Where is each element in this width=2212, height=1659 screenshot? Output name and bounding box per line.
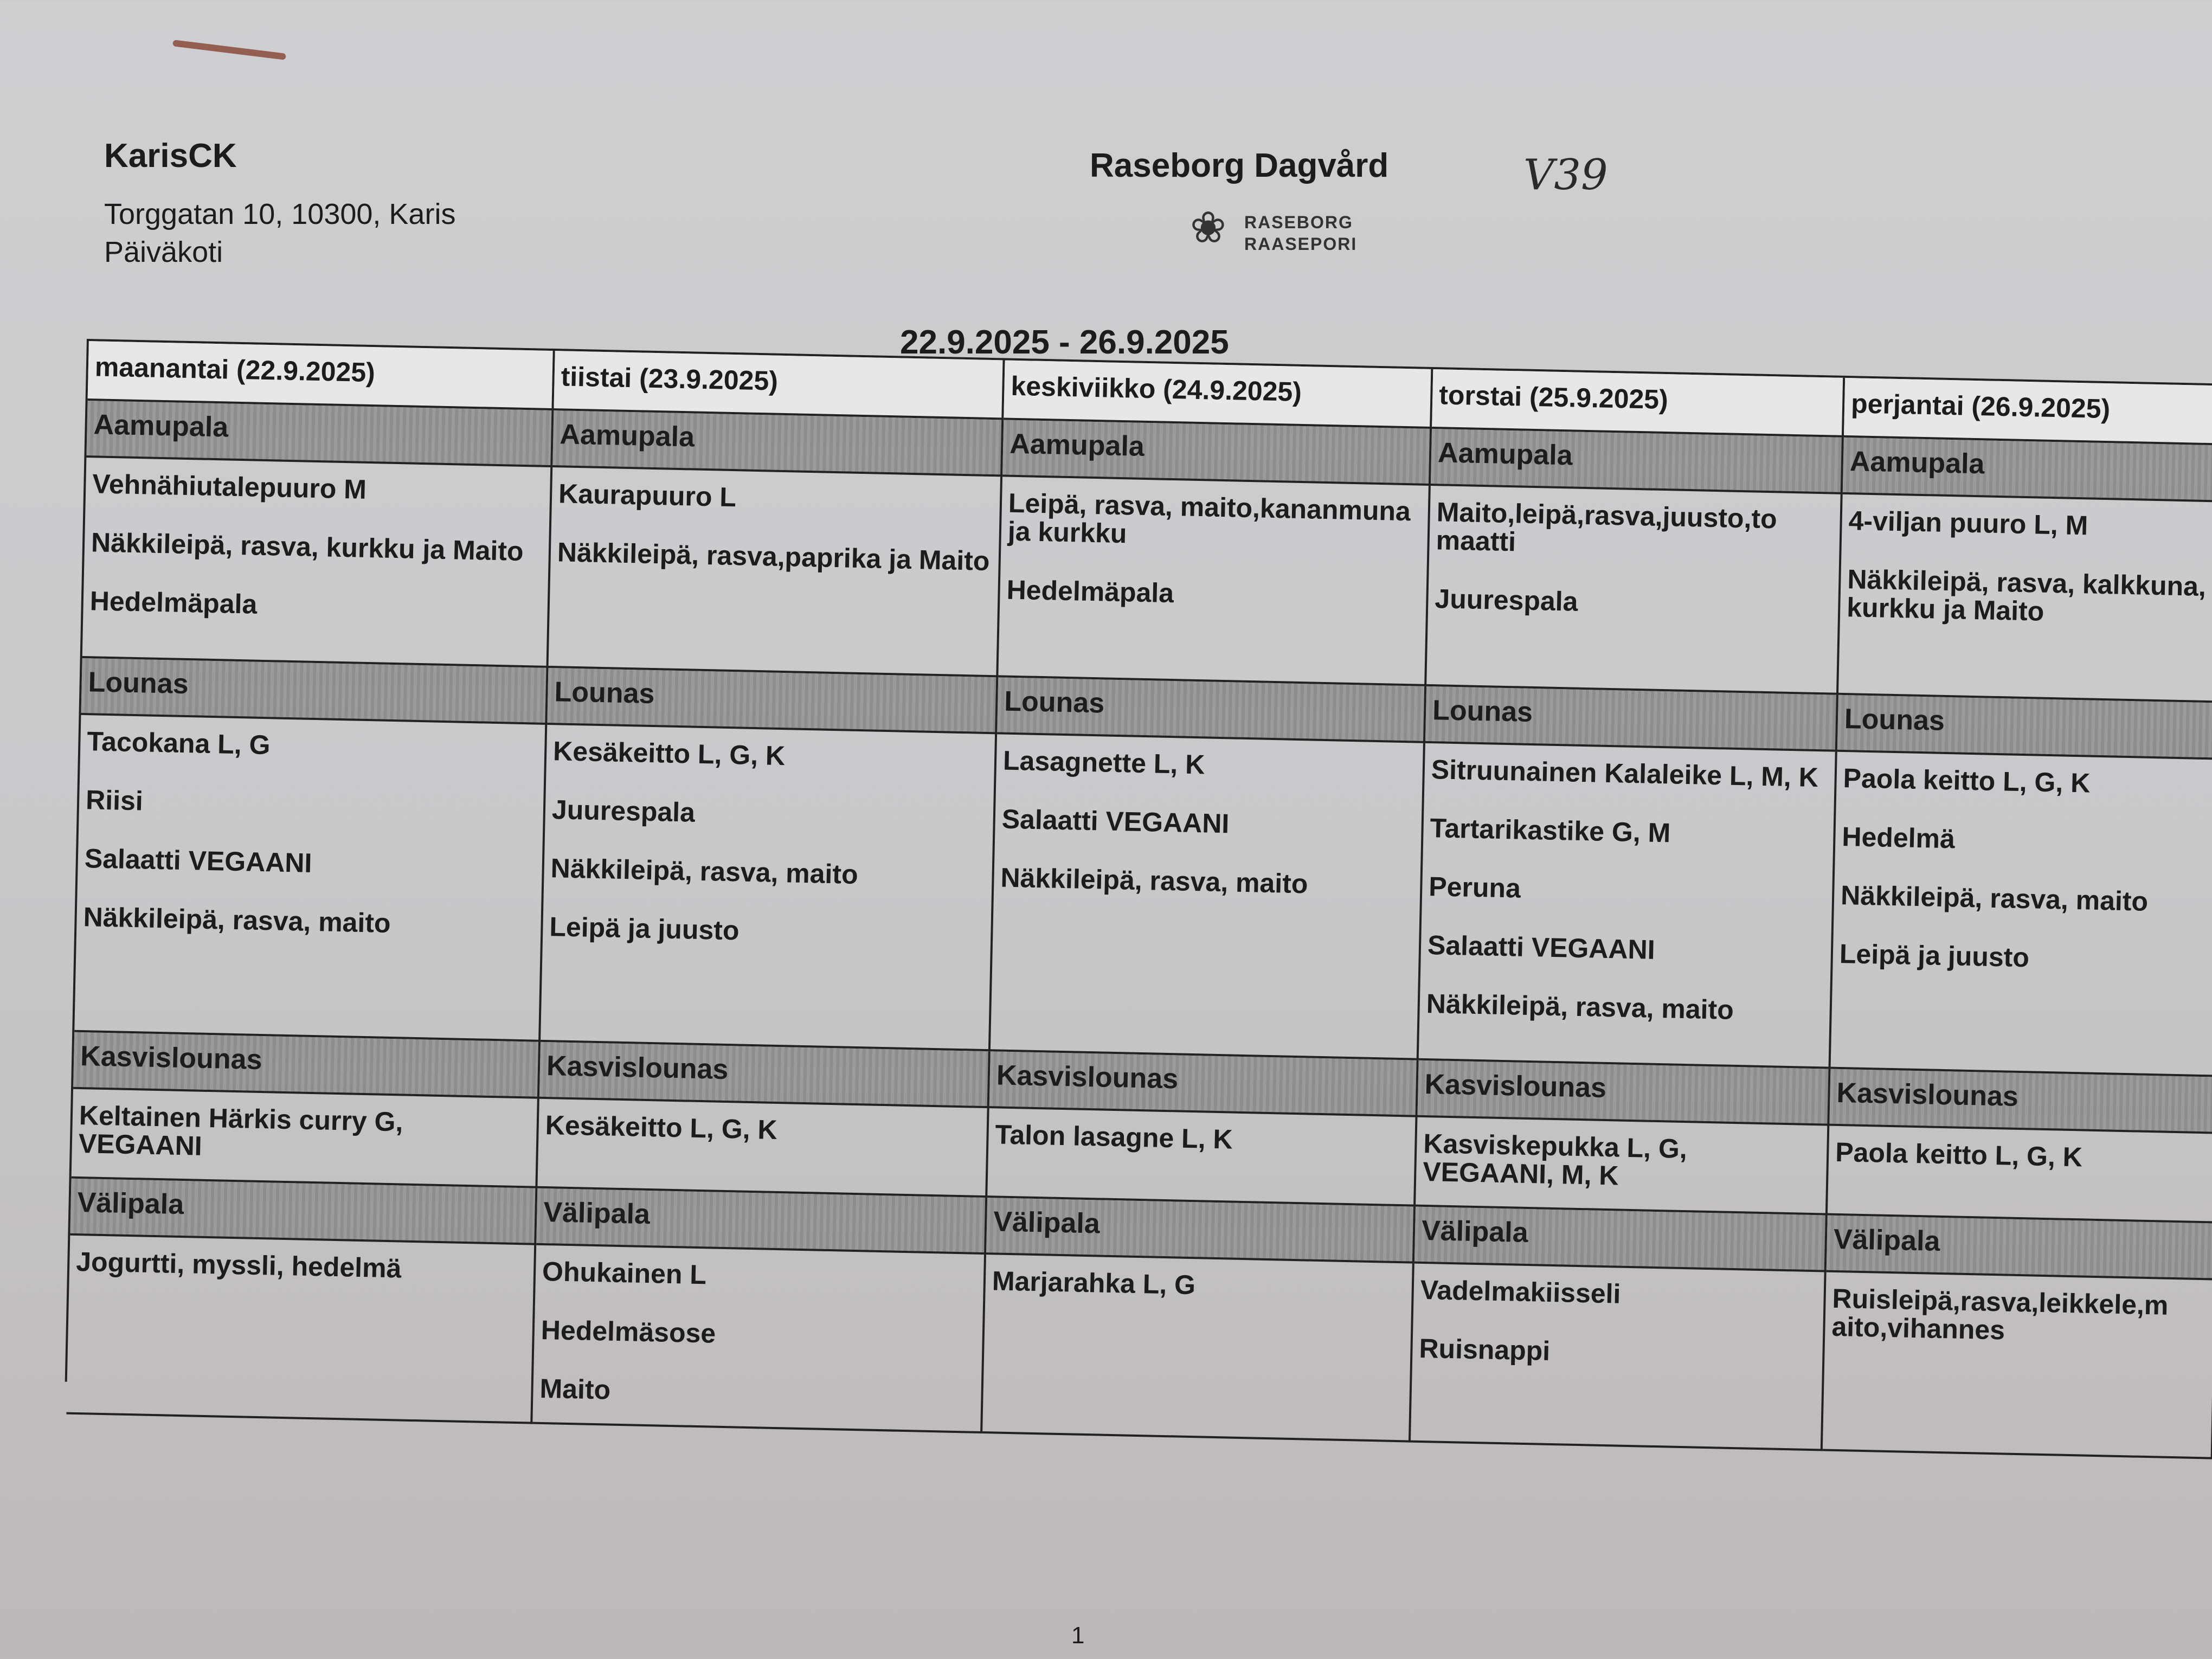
section-header-breakfast: Aamupala — [86, 401, 554, 467]
section-header-snack: Välipala — [986, 1198, 1416, 1264]
meal-cell-breakfast — [82, 458, 553, 668]
menu-item: Hedelmäsose — [541, 1314, 716, 1349]
menu-item: Keltainen Härkis curry G, VEGAANI — [78, 1100, 403, 1161]
menu-item: Paola keitto L, G, K — [1843, 763, 2091, 799]
meal-cell-veg-lunch — [1828, 1126, 2212, 1224]
menu-item: Peruna — [1428, 871, 1521, 904]
logo-line-2: RAASEPORI — [1244, 234, 1358, 254]
section-header-veg-lunch: Kasvislounas — [1417, 1060, 1830, 1126]
section-header-lunch: Lounas — [1425, 686, 1838, 752]
menu-item: Tartarikastike G, M — [1430, 813, 1671, 848]
menu-item: Hedelmä — [1841, 821, 1956, 854]
week-range: 22.9.2025 - 26.9.2025 — [900, 324, 1229, 361]
meal-cell-breakfast — [1838, 494, 2212, 703]
section-header-snack: Välipala — [1827, 1216, 2212, 1281]
menu-item: Kesäkeitto L, G, K — [545, 1110, 778, 1145]
menu-item: Näkkileipä, rasva, maito — [1000, 862, 1308, 899]
menu-item: Kasviskepukka L, G, VEGAANI, M, K — [1422, 1128, 1688, 1191]
day-header: perjantai (26.9.2025) — [1844, 378, 2212, 446]
menu-item: Kesäkeitto L, G, K — [552, 736, 786, 771]
menu-item: Näkkileipä, rasva, kurkku ja Maito — [91, 527, 524, 567]
menu-item: 4-viljan puuro L, M — [1848, 505, 2088, 541]
meal-cell-veg-lunch — [72, 1089, 539, 1188]
section-header-veg-lunch: Kasvislounas — [989, 1051, 1419, 1117]
menu-item: Näkkileipä, rasva, kalkkuna, kurkku ja Maito — [1846, 564, 2207, 627]
meal-cell-snack — [532, 1245, 986, 1433]
section-header-snack: Välipala — [536, 1188, 987, 1255]
section-header-lunch: Lounas — [1837, 695, 2212, 760]
menu-item: Juurespala — [551, 794, 696, 828]
meal-cell-lunch — [1831, 752, 2212, 1077]
facility-type: Päiväkoti — [104, 236, 223, 268]
section-header-veg-lunch: Kasvislounas — [539, 1042, 991, 1108]
menu-item: Talon lasagne L, K — [995, 1119, 1233, 1155]
handwritten-week-note: V39 — [1523, 151, 1608, 200]
day-header: torstai (25.9.2025) — [1432, 369, 1845, 438]
logo-line-1: RASEBORG — [1244, 213, 1353, 232]
menu-item: Näkkileipä, rasva,paprika ja Maito — [557, 537, 990, 576]
day-header: keskiviikko (24.9.2025) — [1004, 360, 1433, 429]
menu-item: Juurespala — [1434, 583, 1579, 617]
section-header-breakfast: Aamupala — [1843, 438, 2212, 503]
day-header: maanantai (22.9.2025) — [88, 341, 555, 410]
menu-item: Hedelmäpala — [89, 586, 258, 620]
section-header-snack: Välipala — [1414, 1207, 1828, 1272]
meal-cell-lunch — [74, 715, 547, 1042]
flower-logo-icon: ❀ — [1190, 203, 1227, 252]
menu-item: Leipä ja juusto — [549, 911, 740, 946]
section-header-breakfast: Aamupala — [1431, 429, 1844, 494]
weekly-menu-table — [65, 339, 2212, 1427]
menu-item: Vadelmakiisseli — [1420, 1274, 1622, 1309]
menu-item: Tacokana L, G — [86, 726, 271, 761]
raseborg-logo — [1190, 195, 1396, 266]
section-header-lunch: Lounas — [81, 658, 548, 725]
menu-item: Hedelmäpala — [1006, 574, 1174, 609]
section-header-snack: Välipala — [70, 1179, 537, 1245]
menu-item: Ruisleipä,rasva,leikkele,m aito,vihannes — [1831, 1283, 2169, 1346]
menu-item: Näkkileipä, rasva, maito — [83, 902, 391, 938]
menu-item: Leipä ja juusto — [1839, 938, 2030, 973]
menu-item: Paola keitto L, G, K — [1835, 1136, 2083, 1173]
section-header-lunch: Lounas — [997, 677, 1426, 743]
menu-item: Lasagnette L, K — [1002, 745, 1205, 780]
section-header-veg-lunch: Kasvislounas — [73, 1032, 541, 1099]
menu-item: Salaatti VEGAANI — [1427, 930, 1656, 965]
section-header-breakfast: Aamupala — [552, 410, 1004, 477]
menu-item: Ohukainen L — [542, 1256, 707, 1290]
meal-cell-snack — [1411, 1264, 1827, 1451]
brand-name: Raseborg Dagvård — [1090, 147, 1389, 184]
menu-item: Salaatti VEGAANI — [84, 843, 312, 878]
logo-text — [1244, 211, 1357, 255]
menu-item: Leipä, rasva, maito,kananmuna ja kurkku — [1007, 487, 1411, 549]
org-name: KarisCK — [104, 137, 237, 175]
menu-item: Riisi — [85, 785, 144, 816]
menu-item: Salaatti VEGAANI — [1001, 803, 1230, 839]
meal-cell-breakfast — [998, 477, 1431, 686]
meal-cell-snack — [66, 1236, 536, 1424]
meal-cell-veg-lunch — [987, 1108, 1417, 1207]
meal-cell-breakfast — [548, 467, 1002, 677]
menu-item: Näkkileipä, rasva, maito — [550, 853, 859, 890]
menu-item: Jogurtti, myssli, hedelmä — [75, 1246, 402, 1284]
section-header-lunch: Lounas — [547, 668, 998, 734]
day-header: tiistai (23.9.2025) — [554, 351, 1005, 420]
page-number: 1 — [1071, 1622, 1085, 1649]
menu-item: Maito — [539, 1373, 611, 1405]
meal-cell-veg-lunch — [537, 1099, 989, 1198]
menu-item: Marjarahka L, G — [992, 1265, 1196, 1301]
menu-item: Ruisnappi — [1418, 1333, 1551, 1366]
menu-item: Vehnähiutalepuuro M — [92, 468, 367, 505]
section-header-veg-lunch: Kasvislounas — [1829, 1069, 2212, 1134]
menu-item: Maito,leipä,rasva,juusto,to maatti — [1436, 497, 1778, 557]
menu-item: Näkkileipä, rasva, maito — [1426, 988, 1734, 1025]
menu-item: Näkkileipä, rasva, maito — [1840, 879, 2149, 917]
meal-cell-lunch — [991, 734, 1425, 1060]
org-address: Torggatan 10, 10300, Karis — [104, 198, 456, 230]
meal-cell-snack — [982, 1255, 1414, 1442]
meal-cell-breakfast — [1426, 486, 1843, 695]
meal-cell-lunch — [541, 725, 997, 1051]
meal-cell-snack — [1823, 1272, 2212, 1459]
meal-cell-veg-lunch — [1416, 1117, 1829, 1216]
section-header-breakfast: Aamupala — [1002, 420, 1432, 486]
meal-cell-lunch — [1419, 743, 1837, 1069]
menu-item: Kaurapuuro L — [558, 478, 737, 513]
pen-mark — [172, 40, 286, 60]
menu-item: Sitruunainen Kalaleike L, M, K — [1431, 754, 1819, 793]
